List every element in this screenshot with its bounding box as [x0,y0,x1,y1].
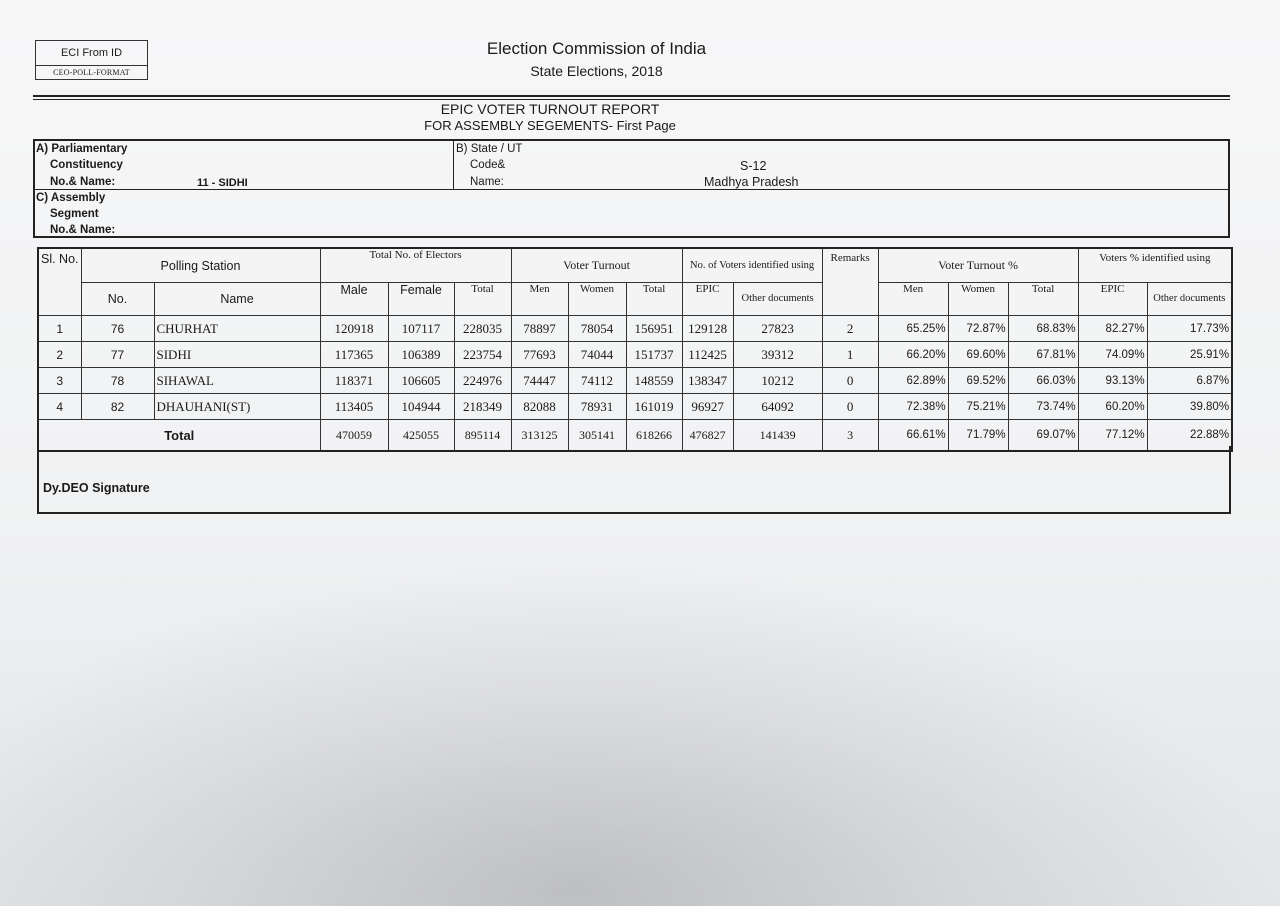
total-male: 470059 [320,420,388,452]
cell-total: 218349 [454,394,511,420]
table-row [38,342,1232,368]
cell-pct-epic: 82.27% [1078,316,1147,342]
header-pct-epic: EPIC [1078,283,1147,316]
cell-pct-women: 69.60% [948,342,1008,368]
cell-ps-name: SIHAWAL [154,368,320,394]
header-pct-total: Total [1008,283,1078,316]
state-label-2: Code& [470,159,506,171]
cell-men: 77693 [511,342,568,368]
header-men: Men [511,283,568,316]
cell-pct-epic: 93.13% [1078,368,1147,394]
constituency-info-box [33,139,1230,238]
pc-label-1: A) Parliamentary [36,143,128,155]
cell-ps-name: CHURHAT [154,316,320,342]
form-id-code: CEO-POLL-FORMAT [53,68,130,77]
cell-ps-no: 78 [81,368,154,394]
header-pct-women: Women [948,283,1008,316]
ac-label-1: C) Assembly [36,192,106,204]
cell-pct-total: 66.03% [1008,368,1078,394]
state-label-1: B) State / UT [456,143,523,155]
header-rule-thin [33,99,1230,100]
cell-pct-women: 69.52% [948,368,1008,394]
shadow-overlay [0,560,1280,906]
cell-female: 107117 [388,316,454,342]
turnout-table [37,247,1233,452]
signature-label: Dy.DEO Signature [43,481,150,495]
header-name: Name [154,283,320,316]
cell-male: 113405 [320,394,388,420]
header-turnout-total: Total [626,283,682,316]
header-voters-pct: Voters % identified using [1078,248,1232,283]
cell-sl: 1 [38,316,81,342]
cell-pct-total: 67.81% [1008,342,1078,368]
cell-pct-other: 17.73% [1147,316,1232,342]
cell-pct-other: 25.91% [1147,342,1232,368]
cell-pct-men: 65.25% [878,316,948,342]
header-total-electors: Total No. of Electors [320,248,511,283]
cell-other: 39312 [733,342,822,368]
total-other: 141439 [733,420,822,452]
header-voter-turnout: Voter Turnout [511,248,682,283]
cell-ps-no: 77 [81,342,154,368]
cell-total: 228035 [454,316,511,342]
cell-pct-total: 68.83% [1008,316,1078,342]
header-remarks: Remarks [822,248,878,316]
cell-epic: 129128 [682,316,733,342]
cell-other: 64092 [733,394,822,420]
cell-female: 104944 [388,394,454,420]
total-label: Total [38,420,320,452]
total-pct-women: 71.79% [948,420,1008,452]
cell-sl: 4 [38,394,81,420]
total-turnout-total: 618266 [626,420,682,452]
cell-pct-women: 72.87% [948,316,1008,342]
table-row [38,316,1232,342]
header-turnout-pct: Voter Turnout % [878,248,1078,283]
cell-epic: 112425 [682,342,733,368]
cell-women: 74044 [568,342,626,368]
cell-sl: 3 [38,368,81,394]
cell-ps-name: DHAUHANI(ST) [154,394,320,420]
page-title: Election Commission of India [486,39,707,58]
header-women: Women [568,283,626,316]
cell-pct-men: 72.38% [878,394,948,420]
cell-remarks: 0 [822,368,878,394]
cell-ps-no: 82 [81,394,154,420]
cell-total: 224976 [454,368,511,394]
header-other-docs: Other documents [733,283,822,316]
cell-men: 74447 [511,368,568,394]
cell-remarks: 1 [822,342,878,368]
state-code: S-12 [740,159,767,173]
cell-other: 10212 [733,368,822,394]
header-voters-identified: No. of Voters identified using [682,248,822,283]
signature-box [37,446,1231,514]
form-id-label: ECI From ID [36,41,147,66]
cell-sl: 2 [38,342,81,368]
total-total: 895114 [454,420,511,452]
ac-label-3: No.& Name: [50,224,116,236]
cell-male: 118371 [320,368,388,394]
header-female: Female [388,283,454,316]
total-men: 313125 [511,420,568,452]
cell-turnout-total: 161019 [626,394,682,420]
cell-pct-epic: 60.20% [1078,394,1147,420]
header-pct-men: Men [878,283,948,316]
pc-label-3: No.& Name: [50,176,116,188]
cell-women: 78931 [568,394,626,420]
total-pct-epic: 77.12% [1078,420,1147,452]
header-sl-no: Sl. No. [38,248,81,316]
header-total: Total [454,283,511,316]
cell-female: 106389 [388,342,454,368]
total-female: 425055 [388,420,454,452]
report-subtitle: FOR ASSEMBLY SEGEMENTS- First Page [424,118,676,133]
cell-women: 74112 [568,368,626,394]
info-divider-vertical [453,141,454,190]
cell-epic: 138347 [682,368,733,394]
total-pct-total: 69.07% [1008,420,1078,452]
header-polling-station: Polling Station [81,248,320,283]
total-epic: 476827 [682,420,733,452]
total-pct-men: 66.61% [878,420,948,452]
cell-pct-men: 66.20% [878,342,948,368]
page-subtitle: State Elections, 2018 [530,63,663,79]
state-name: Madhya Pradesh [704,175,799,189]
pc-label-2: Constituency [50,159,123,171]
form-id-box [35,40,148,80]
header-male: Male [320,283,388,316]
table-row [38,368,1232,394]
cell-turnout-total: 151737 [626,342,682,368]
ac-label-2: Segment [50,208,99,220]
cell-male: 120918 [320,316,388,342]
total-women: 305141 [568,420,626,452]
info-divider-horizontal [35,189,1228,190]
cell-female: 106605 [388,368,454,394]
table-row [38,394,1232,420]
total-pct-other: 22.88% [1147,420,1232,452]
cell-turnout-total: 156951 [626,316,682,342]
cell-pct-men: 62.89% [878,368,948,394]
pc-value: 11 - SIDHI [197,177,248,189]
report-title: EPIC VOTER TURNOUT REPORT [440,101,660,117]
cell-male: 117365 [320,342,388,368]
cell-men: 78897 [511,316,568,342]
cell-remarks: 2 [822,316,878,342]
cell-pct-other: 6.87% [1147,368,1232,394]
header-rule-thick [33,95,1230,97]
cell-pct-total: 73.74% [1008,394,1078,420]
header-no: No. [81,283,154,316]
header-epic: EPIC [682,283,733,316]
cell-women: 78054 [568,316,626,342]
cell-other: 27823 [733,316,822,342]
cell-men: 82088 [511,394,568,420]
cell-epic: 96927 [682,394,733,420]
cell-pct-other: 39.80% [1147,394,1232,420]
cell-turnout-total: 148559 [626,368,682,394]
cell-ps-name: SIDHI [154,342,320,368]
total-remarks: 3 [822,420,878,452]
state-label-3: Name: [470,176,504,188]
cell-pct-women: 75.21% [948,394,1008,420]
cell-remarks: 0 [822,394,878,420]
cell-ps-no: 76 [81,316,154,342]
cell-total: 223754 [454,342,511,368]
header-pct-other-docs: Other documents [1147,283,1232,316]
cell-pct-epic: 74.09% [1078,342,1147,368]
